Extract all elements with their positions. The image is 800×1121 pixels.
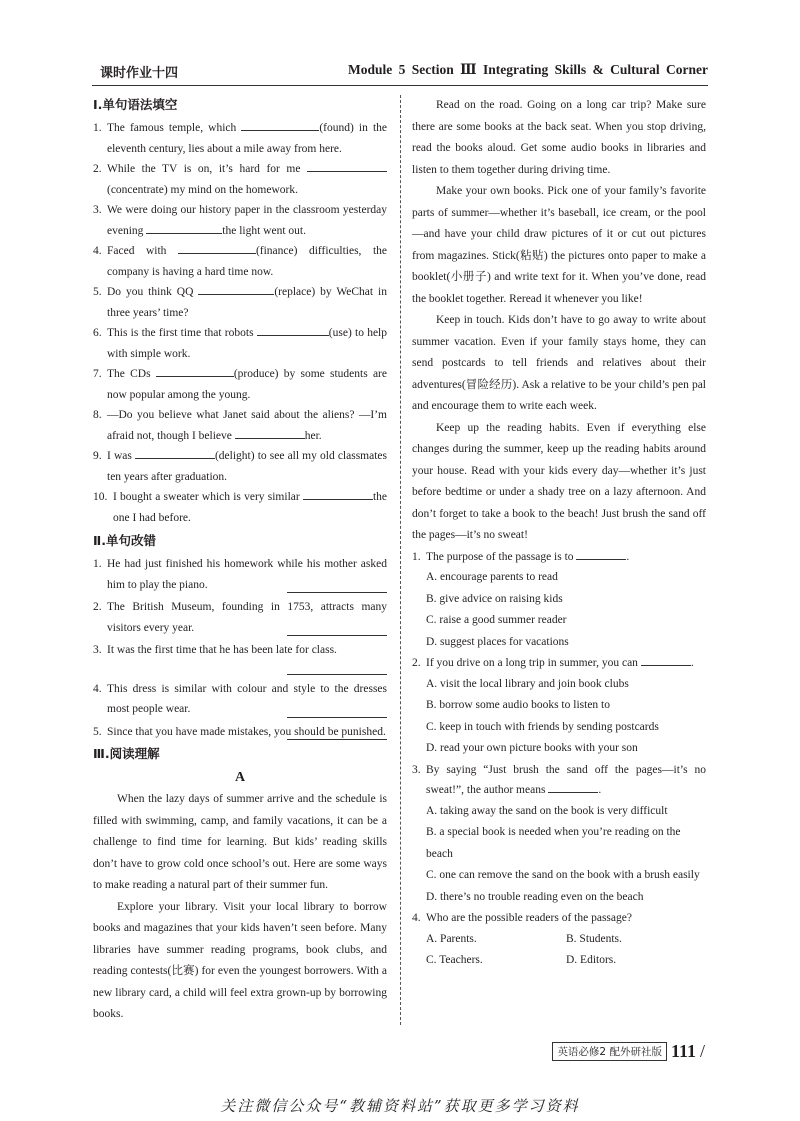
answer-blank[interactable] <box>303 489 373 500</box>
page-slash: / <box>699 1040 705 1061</box>
question-end: . <box>626 550 630 563</box>
question-text: We were doing our history paper in the classroom yesterday evening <box>107 204 387 237</box>
option-a[interactable]: A. taking away the sand on the book is very difficult <box>426 804 668 817</box>
question-number: 10. <box>93 491 108 503</box>
fill-question <box>93 200 387 241</box>
answer-blank[interactable] <box>156 366 234 377</box>
option-a[interactable]: A. visit the local library and join book clubs <box>426 677 629 690</box>
option-c[interactable]: C. keep in touch with friends by sending postcards <box>426 720 659 733</box>
question-number: 1. <box>412 550 421 563</box>
fill-question <box>93 446 387 487</box>
question-text: her. <box>304 429 322 442</box>
correction-question <box>93 554 387 595</box>
left-column <box>93 95 387 1026</box>
option-d[interactable]: D. suggest places for vacations <box>426 635 569 648</box>
fill-question <box>93 118 387 159</box>
passage-paragraph: Keep in touch. Kids don’t have to go away to write about summer vacation. Even if your family stays home, they can send postcards to tell friends and relatives about their adventures(冒险经历). Ask a relative to be your child’s pen pal and encourage them to write each week. <box>412 314 706 412</box>
question-text: While the TV is on, it’s hard for me <box>107 163 307 175</box>
fill-question <box>93 487 387 528</box>
answer-blank[interactable] <box>307 161 387 172</box>
option-c[interactable]: C. raise a good summer reader <box>426 614 567 626</box>
answer-blank[interactable] <box>235 428 305 439</box>
question-text: (finance) difficulties, the company is having a hard time now. <box>107 245 387 278</box>
question-text: Since that you have made mistakes, you should be punished. <box>107 725 386 738</box>
question-text: I was <box>107 450 135 462</box>
option-c[interactable]: C. one can remove the sand on the book with a brush easily <box>426 869 700 881</box>
question-number: 9. <box>93 450 102 462</box>
answer-blank[interactable] <box>178 243 256 254</box>
option-d[interactable]: D. there’s no trouble reading even on the beach <box>426 890 644 903</box>
reading-question <box>412 908 706 929</box>
question-text: the light went out. <box>222 224 306 237</box>
fill-question <box>93 323 387 364</box>
part2-title: Ⅱ.单句改错 <box>93 533 156 548</box>
correction-question <box>93 722 387 743</box>
question-text: This is the first time that robots <box>107 327 257 339</box>
question-end: . <box>598 784 602 796</box>
passage-paragraph: Read on the road. Going on a long car trip? Make sure there are some books at the back seat. When you stop driving, read the books aloud. Get some audio books in libraries and listen to them together during driving time. <box>412 99 706 176</box>
question-text: (use) to help with simple work. <box>107 327 388 360</box>
fill-question <box>93 364 387 405</box>
question-stem: Who are the possible readers of the passage? <box>426 912 632 924</box>
question-text: (found) in the eleventh century, lies about a mile away from here. <box>107 122 387 155</box>
answer-line[interactable] <box>287 673 387 675</box>
question-text: —Do you believe what Janet said about the aliens? —I’m afraid not, though I believe <box>107 409 387 442</box>
answer-blank[interactable] <box>241 120 319 131</box>
option-b[interactable]: B. Students. <box>566 932 622 945</box>
passage-paragraph: Make your own books. Pick one of your family’s favorite parts of summer—whether it’s baseball, ice cream, or the pool—and have your child draw pictures of it or cut out pictures from magazines. Stick(粘贴) the pictures onto paper to make a booklet(小册子) and write text for it. When you’ve done, read the booklet together. Reread it whenever you like! <box>412 185 706 305</box>
question-stem: If you drive on a long trip in summer, you can <box>426 657 641 669</box>
question-number: 1. <box>93 122 102 134</box>
correction-question <box>93 679 387 720</box>
passage-paragraph: Keep up the reading habits. Even if everything else changes during the summer, keep up the reading habits around your house. Read with your kids every day—whether it’s just before bedtime or under a shady tree on a lazy afternoon. And don’t forget to take a book to the beach! Just brush the sand off the pages—it’s no sweat! <box>412 421 706 541</box>
question-text: (replace) by WeChat in three years’ time? <box>107 286 387 319</box>
fill-question <box>93 241 387 282</box>
lesson-title: 课时作业十四 <box>100 66 179 81</box>
question-number: 6. <box>93 327 102 339</box>
reading-question <box>412 760 706 801</box>
question-number: 2. <box>93 601 102 613</box>
fill-question <box>93 405 387 446</box>
passage-paragraph: When the lazy days of summer arrive and the schedule is filled with swimming, camp, and family vacations, it can be a challenge to find time for learning. But kids’ reading skills don’t have to grow cold once school’s out. Here are some ways to make reading a natural part of their summer fun. <box>93 793 387 891</box>
question-text: Faced with <box>107 245 178 257</box>
part3-title: Ⅲ.阅读理解 <box>93 746 160 761</box>
answer-blank[interactable] <box>548 782 598 793</box>
options-row <box>412 950 706 972</box>
option-a[interactable]: A. encourage parents to read <box>426 571 558 583</box>
passage-label: A <box>234 770 246 785</box>
wechat-note: 关注微信公众号“教辅资料站”获取更多学习资料 <box>220 1097 580 1115</box>
question-number: 4. <box>93 682 102 695</box>
options-row <box>412 929 706 951</box>
question-text: (produce) by some students are now popular among the young. <box>107 368 387 401</box>
question-text: The British Museum, founding in 1753, attracts many visitors every year. <box>107 601 387 634</box>
option-c[interactable]: C. Teachers. <box>426 954 483 966</box>
question-text: The famous temple, which <box>107 122 242 134</box>
textbook-badge: 英语必修2 配外研社版 <box>552 1042 667 1061</box>
question-number: 7. <box>93 368 102 380</box>
question-text: Do you think QQ <box>107 286 199 298</box>
question-number: 5. <box>93 725 102 738</box>
passage-paragraph: Explore your library. Visit your local library to borrow books and magazines that your kids haven’t seen before. Many libraries have summer reading programs, book clubs, and reading contests(比赛) for even the youngest borrowers. With a new library card, a child will feel extra grown-up by borrowing books. <box>93 900 387 1020</box>
header-rule <box>92 85 708 86</box>
answer-blank[interactable] <box>641 655 691 666</box>
part1-title: Ⅰ.单句语法填空 <box>93 97 178 112</box>
question-number: 3. <box>93 204 102 216</box>
answer-blank[interactable] <box>576 549 626 560</box>
question-text: I bought a sweater which is very similar <box>113 491 303 503</box>
question-number: 5. <box>93 286 102 298</box>
page-number: 111 <box>670 1040 696 1061</box>
answer-blank[interactable] <box>198 284 274 295</box>
option-a[interactable]: A. Parents. <box>426 932 477 945</box>
question-text: The CDs <box>107 368 156 380</box>
question-number: 1. <box>93 558 102 570</box>
reading-question <box>412 547 706 568</box>
option-b[interactable]: B. borrow some audio books to listen to <box>426 699 610 711</box>
option-b[interactable]: B. give advice on raising kids <box>426 592 563 605</box>
question-number: 4. <box>93 245 102 257</box>
reading-question <box>412 653 706 674</box>
page-footer <box>552 1040 705 1062</box>
question-stem: The purpose of the passage is to <box>426 550 577 563</box>
question-text: the one I had before. <box>113 491 387 524</box>
question-text: He had just finished his homework while his mother asked him to play the piano. <box>107 558 387 591</box>
column-divider <box>400 95 401 1025</box>
option-d[interactable]: D. Editors. <box>566 954 617 966</box>
answer-blank[interactable] <box>135 448 215 459</box>
question-text: (concentrate) my mind on the homework. <box>107 183 298 196</box>
correction-question <box>93 640 387 661</box>
module-title: Module 5 Section Ⅲ Integrating Skills & Cultural Corner <box>348 62 708 77</box>
page-header <box>92 62 708 82</box>
question-number: 2. <box>93 163 102 175</box>
question-end: . <box>690 657 694 669</box>
answer-blank[interactable] <box>146 223 222 234</box>
fill-question <box>93 282 387 323</box>
question-text: This dress is similar with colour and style to the dresses most people wear. <box>107 682 387 715</box>
question-number: 8. <box>93 409 102 421</box>
question-number: 3. <box>412 763 421 776</box>
answer-blank[interactable] <box>257 325 329 336</box>
correction-question <box>93 597 387 638</box>
option-b[interactable]: B. a special book is needed when you’re reading on the beach <box>426 826 681 860</box>
question-number: 4. <box>412 912 421 924</box>
option-d[interactable]: D. read your own picture books with your son <box>426 742 638 754</box>
right-column <box>412 95 706 972</box>
question-number: 3. <box>93 644 102 656</box>
question-text: (delight) to see all my old classmates ten years after graduation. <box>107 450 387 483</box>
question-stem: By saying “Just brush the sand off the pages—it’s no sweat!”, the author means <box>426 763 706 796</box>
fill-question <box>93 159 387 200</box>
question-number: 2. <box>412 657 421 669</box>
question-text: It was the first time that he has been late for class. <box>107 644 337 656</box>
